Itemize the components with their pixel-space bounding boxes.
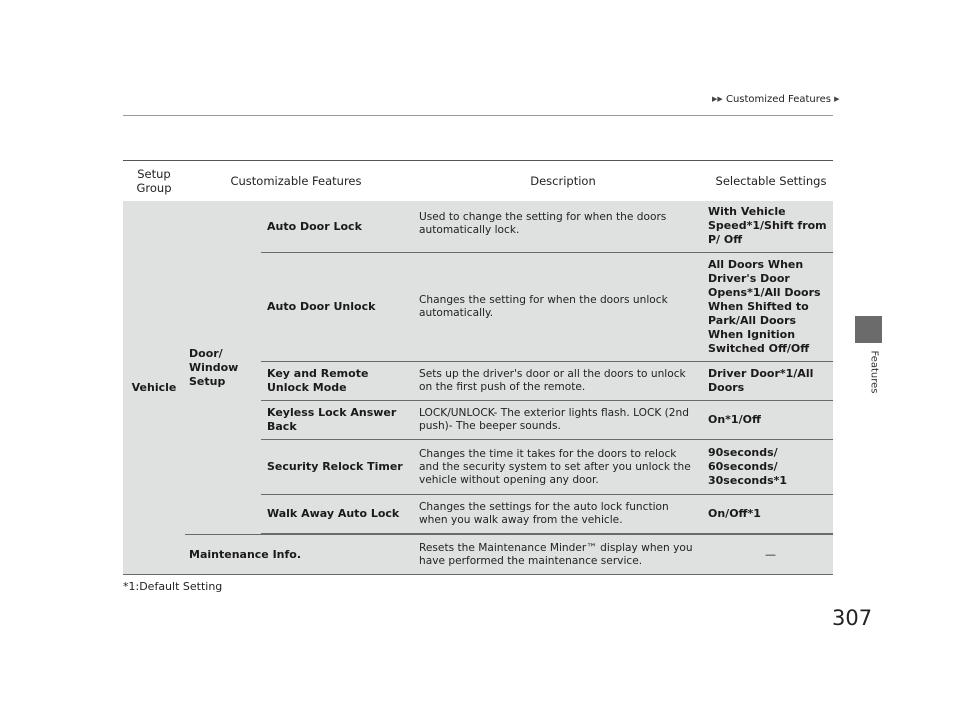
table-row: [261, 362, 833, 401]
table-row: [261, 401, 833, 440]
feature-description: Resets the Maintenance Minder™ display when you have performed the maintenance service.: [419, 542, 693, 567]
feature-settings: [708, 495, 833, 533]
feature-name: Keyless Lock Answer Back: [267, 406, 397, 433]
feature-name: Maintenance Info.: [189, 548, 302, 561]
section-label: Features: [868, 350, 880, 394]
settings-text: On/Off*1: [708, 507, 761, 520]
settings-text: 90seconds/ 60seconds/ 30seconds*1: [708, 446, 788, 487]
feature-settings: [708, 362, 833, 400]
header-description: Description: [530, 174, 596, 188]
setup-group-cell: Vehicle: [131, 381, 177, 394]
table-row-maintenance: [185, 534, 833, 575]
feature-settings: —: [765, 548, 776, 561]
settings-text: All Doors When Driver's Door Opens*1/All Doors When Shifted to Park/All Doors When Ignition Switched Off/Off: [708, 258, 821, 355]
header-rule: [123, 115, 833, 116]
feature-name: Key and Remote Unlock Mode: [267, 367, 369, 394]
feature-description: Changes the time it takes for the doors to relock and the security system to set after you unlock the vehicle without opening any door.: [419, 447, 691, 486]
feature-settings: [708, 253, 833, 361]
triangle-right-icon: ▶▶: [712, 95, 723, 103]
feature-description: Sets up the driver's door or all the doors to unlock on the first push of the remote.: [419, 368, 686, 393]
breadcrumb-label: Customized Features: [725, 94, 831, 105]
settings-text: With Vehicle Speed*1/Shift from P/ Off: [708, 205, 827, 246]
table-row: [261, 495, 833, 534]
header-customizable-features: Customizable Features: [230, 174, 362, 188]
feature-description: Used to change the setting for when the doors automatically lock.: [419, 211, 667, 236]
header-setup-group: [123, 161, 185, 201]
feature-description: LOCK/UNLOCK- The exterior lights flash. LOCK (2nd push)- The beeper sounds.: [419, 407, 689, 432]
feature-settings: [708, 201, 833, 252]
table-row: [261, 253, 833, 362]
feature-name: Auto Door Lock: [267, 219, 362, 233]
table-header: [123, 160, 833, 202]
header-selectable-settings: Selectable Settings: [715, 174, 827, 188]
subgroup-label: Door/ Window Setup: [189, 346, 239, 388]
section-tab: [855, 316, 882, 343]
feature-name: Walk Away Auto Lock: [267, 507, 400, 520]
feature-name: Auto Door Unlock: [267, 300, 376, 313]
subgroup-cell: [185, 201, 261, 534]
breadcrumb: [712, 94, 840, 105]
feature-settings: [708, 401, 833, 439]
feature-name: Security Relock Timer: [267, 460, 403, 473]
table-row: [261, 201, 833, 253]
footnote: *1:Default Setting: [123, 580, 223, 593]
settings-text: Driver Door*1/All Doors: [708, 367, 814, 394]
page-number: 307: [832, 606, 873, 630]
feature-description: Changes the setting for when the doors unlock automatically.: [419, 294, 668, 319]
table-row: [261, 440, 833, 495]
feature-settings: [708, 440, 808, 494]
triangle-right-icon: ▶: [834, 95, 840, 103]
settings-text: On*1/Off: [708, 413, 761, 426]
feature-description: Changes the settings for the auto lock function when you walk away from the vehicle.: [419, 501, 669, 526]
header-setup-group-label: Setup Group: [136, 167, 172, 195]
